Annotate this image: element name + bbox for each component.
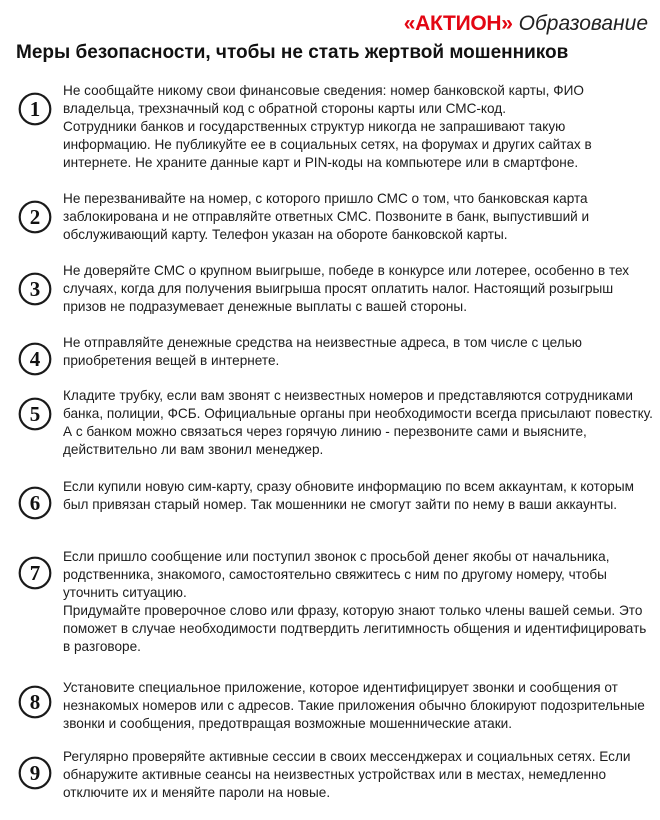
number-badge xyxy=(18,556,52,590)
item-number: 6 xyxy=(29,490,41,515)
item-paragraph: Установите специальное приложение, которое идентифицирует звонки и сообщения от незнакомых номеров или с адресов. Такие приложения обычно блокируют подозрительные звонки и сообщения, предотвращая возможные мошеннические атаки. xyxy=(63,680,645,732)
item-number: 5 xyxy=(29,401,41,426)
item-paragraph: Если купили новую сим-карту, сразу обновите информацию по всем аккаунтам, к которым был привязан старый номер. Так мошенники не смогут зайти по нему в ваши аккаунты. xyxy=(63,479,634,513)
item-number: 7 xyxy=(29,560,41,585)
number-badge xyxy=(18,342,52,376)
item-number: 1 xyxy=(29,96,41,121)
page-title: Меры безопасности, чтобы не стать жертвой мошенников xyxy=(16,42,569,63)
number-badge xyxy=(18,92,52,126)
item-number: 4 xyxy=(29,346,41,371)
item-text xyxy=(63,478,653,514)
item-number: 9 xyxy=(29,760,41,785)
number-badge xyxy=(18,272,52,306)
number-badge xyxy=(18,685,52,719)
item-text xyxy=(63,334,653,370)
brand-header xyxy=(404,12,648,36)
brand-subtitle: Образование xyxy=(518,12,648,35)
number-badge xyxy=(18,756,52,790)
item-text xyxy=(63,548,653,657)
item-number: 8 xyxy=(29,689,41,714)
item-text xyxy=(63,748,653,802)
number-badge xyxy=(18,486,52,520)
item-paragraph: Придумайте проверочное слово или фразу, которую знают только члены вашей семьи. Это поможет в случае необходимости подтвердить легитимность общения и идентифицировать в разговоре. xyxy=(63,603,647,655)
brand-logo: «АКТИОН» xyxy=(403,12,513,35)
item-text xyxy=(63,262,653,316)
item-paragraph: Не отправляйте денежные средства на неизвестные адреса, в том числе с целью приобретения вещей в интернете. xyxy=(63,335,582,369)
item-number: 3 xyxy=(29,276,41,301)
item-text xyxy=(63,387,653,459)
item-text xyxy=(63,190,653,244)
item-paragraph: Если пришло сообщение или поступил звонок с просьбой денег якобы от начальника, родственника, знакомого, самостоятельно свяжитесь с ним по другому номеру, чтобы уточнить ситуацию. xyxy=(63,549,610,601)
item-paragraph: Кладите трубку, если вам звонят с неизвестных номеров и представляются сотрудниками банка, полиции, ФСБ. Официальные органы при необходимости всегда присылают повестку. А с банком можно связаться через горячую линию - перезвоните сами и выясните, действительно ли вам звонил менеджер. xyxy=(63,388,653,458)
item-paragraph: Регулярно проверяйте активные сессии в своих мессенджерах и социальных сетях. Если обнаружите активные сеансы на неизвестных устройствах или в местах, немедленно отключите их и меняйте пароли на новые. xyxy=(63,749,631,801)
item-text xyxy=(63,82,653,172)
number-badge xyxy=(18,397,52,431)
item-number: 2 xyxy=(29,204,41,229)
number-badge xyxy=(18,200,52,234)
item-text xyxy=(63,679,653,733)
item-paragraph: Не доверяйте СМС о крупном выигрыше, победе в конкурсе или лотерее, особенно в тех случаях, когда для получения выигрыша просят оплатить налог. Настоящий розыгрыш призов не подразумевает денежные выплаты с вашей стороны. xyxy=(63,263,630,315)
item-paragraph: Не сообщайте никому свои финансовые сведения: номер банковской карты, ФИО владельца, трехзначный код с обратной стороны карты или СМС-код. xyxy=(63,83,584,117)
item-paragraph: Не перезванивайте на номер, с которого пришло СМС о том, что банковская карта заблокирована и не отправляйте ответных СМС. Позвоните в банк, выпустивший и обслуживающий карту. Телефон указан на обороте банковской карты. xyxy=(63,191,590,243)
item-paragraph: Сотрудники банков и государственных структур никогда не запрашивают такую информацию. Не публикуйте ее в социальных сетях, на форумах и других сайтах в интернете. Не храните данные карт и PIN-коды на компьютере или в смартфоне. xyxy=(63,119,592,171)
